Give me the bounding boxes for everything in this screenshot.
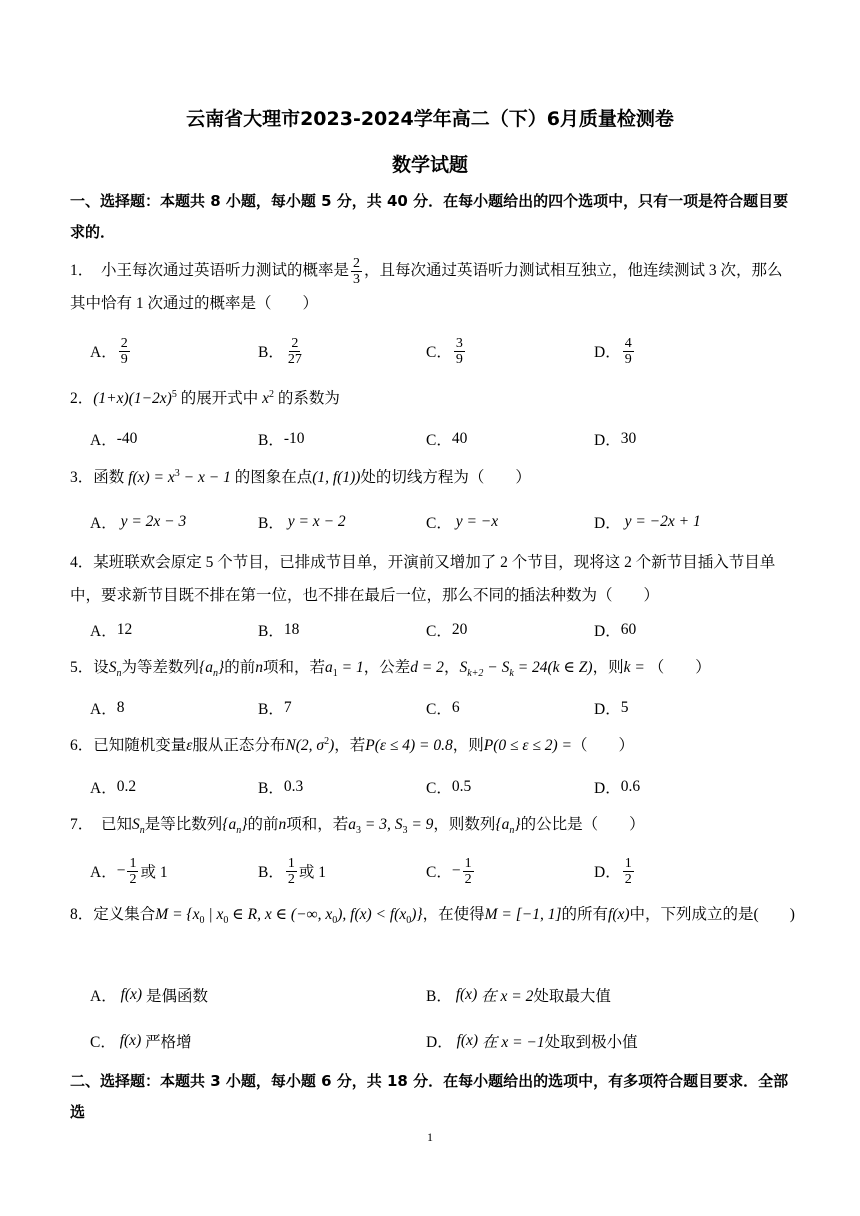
option-c: C． 6 <box>426 699 460 718</box>
option-d: D． 0.6 <box>594 778 641 797</box>
section-1-heading: 一、选择题：本题共 8 小题，每小题 5 分，共 40 分．在每小题给出的四个选项中，只有一项是符合题目要求的． <box>70 192 789 241</box>
option-a: A． f(x) 是偶函数 <box>90 986 208 1005</box>
option-c: C． 40 <box>426 430 468 449</box>
option-d: D． 30 <box>594 430 637 449</box>
option-c: C． 0.5 <box>426 778 472 797</box>
option-c: C． $\frac{3}{9}$ <box>426 335 463 367</box>
question-1 <box>70 254 798 320</box>
question-1-options <box>90 334 810 368</box>
option-a: A． 8 <box>90 699 125 718</box>
option-a: A． 0.2 <box>90 778 137 797</box>
question-2-options <box>90 422 810 456</box>
question-5: 5．设$S_n$为等差数列$\{a_n\}$的前n项和，若$a_1 = 1$，公差d = 2，$S_{k+2} - S_k = 24(k$ ∈ Z)，则k = （ ） <box>70 659 711 680</box>
question-8-options-row-1 <box>90 978 810 1012</box>
option-d: D． y = −2x + 1 <box>594 513 701 532</box>
option-b: B． f(x) 在 x = 2 处取最大值 <box>426 986 611 1005</box>
option-a: A． -40 <box>90 430 138 449</box>
option-a: A． 12 <box>90 621 133 640</box>
exam-subtitle: 数学试题 <box>391 154 468 176</box>
question-8-options-row-2 <box>90 1024 810 1058</box>
question-number: 1． <box>70 262 94 279</box>
option-d: D． 5 <box>594 699 629 718</box>
option-c: C． 20 <box>426 621 468 640</box>
option-b: B． -10 <box>258 430 305 449</box>
option-b: B． 7 <box>258 699 292 718</box>
option-d: D． $\frac{4}{9}$ <box>594 335 632 367</box>
section-2-heading: 二、选择题：本题共 3 小题，每小题 6 分，共 18 分．在每小题给出的选项中，有多项符合题目要求．全部选 <box>70 1072 789 1121</box>
option-a: A． − $\frac{1}{2}$ 或 1 <box>90 855 168 887</box>
page-number: 1 <box>427 1130 433 1144</box>
option-a: A． $\frac{2}{9}$ <box>90 335 128 367</box>
option-b: B． $\frac{2}{27}$ <box>258 335 302 367</box>
option-b: B． y = x − 2 <box>258 513 346 532</box>
question-5-options <box>90 691 810 725</box>
question-4-options <box>90 613 810 647</box>
question-3-options <box>90 505 810 539</box>
math-expression: (1+x)(1−2x) <box>93 390 172 407</box>
question-8: 8．定义集合$M = \{x_0$ | $x_0$ ∈ R, x ∈ (−∞, $x_0$), $f(x) < f(x_0)$}，在使得M = [−1, 1]的所有f(x)中，下列成立的是( ) <box>70 906 795 927</box>
option-d: D． $\frac{1}{2}$ <box>594 855 632 887</box>
question-text: ，且每次通过英语听力测试相互独立，他连续测试 3 次，那么其中恰有 1 次通过的概率是（ ） <box>70 262 783 312</box>
question-7: 7． 已知$S_n$是等比数列$\{a_n\}$的前n项和，若$a_3 = 3$, $S_3 = 9$，则数列$\{a_n\}$的公比是（ ） <box>70 816 645 837</box>
option-d: D． f(x) 在 x = −1 处取到极小值 <box>426 1032 638 1051</box>
question-6: 6．已知随机变量ε服从正态分布N(2, $\sigma^2$)，若P(ε ≤ 4) = 0.8，则P(0 ≤ ε ≤ 2) =（ ） <box>70 735 635 754</box>
exam-title: 云南省大理市2023-2024学年高二（下）6月质量检测卷 <box>186 108 674 130</box>
question-6-options <box>90 770 810 804</box>
option-c: C． f(x) 严格增 <box>90 1032 192 1051</box>
option-a: A． y = 2x − 3 <box>90 513 187 532</box>
option-c: C． y = −x <box>426 513 499 532</box>
option-b: B． 0.3 <box>258 778 304 797</box>
option-b: B． $\frac{1}{2}$ 或 1 <box>258 855 326 887</box>
question-text: 小王每次通过英语听力测试的概率是 <box>101 262 350 279</box>
question-7-options <box>90 854 810 888</box>
question-3: 3．函数 $f(x) = x^3 - x - 1$ 的图象在点(1, f(1))处的切线方程为（ ） <box>70 467 531 486</box>
option-c: C． − $\frac{1}{2}$ <box>426 855 472 887</box>
option-d: D． 60 <box>594 621 637 640</box>
option-b: B． 18 <box>258 621 300 640</box>
question-4: 4．某班联欢会原定 5 个节目，已排成节目单，开演前又增加了 2 个节目，现将这 2 个新节目插入节目单中，要求新节目既不排在第一位，也不排在最后一位，那么不同的插法种数为（ ） <box>70 554 776 604</box>
question-2: 2．$(1+x)(1-2x)^5$ 的展开式中 $x^2$ 的系数为 <box>70 388 340 407</box>
fraction: $\frac{2}{3}$ <box>353 255 361 287</box>
